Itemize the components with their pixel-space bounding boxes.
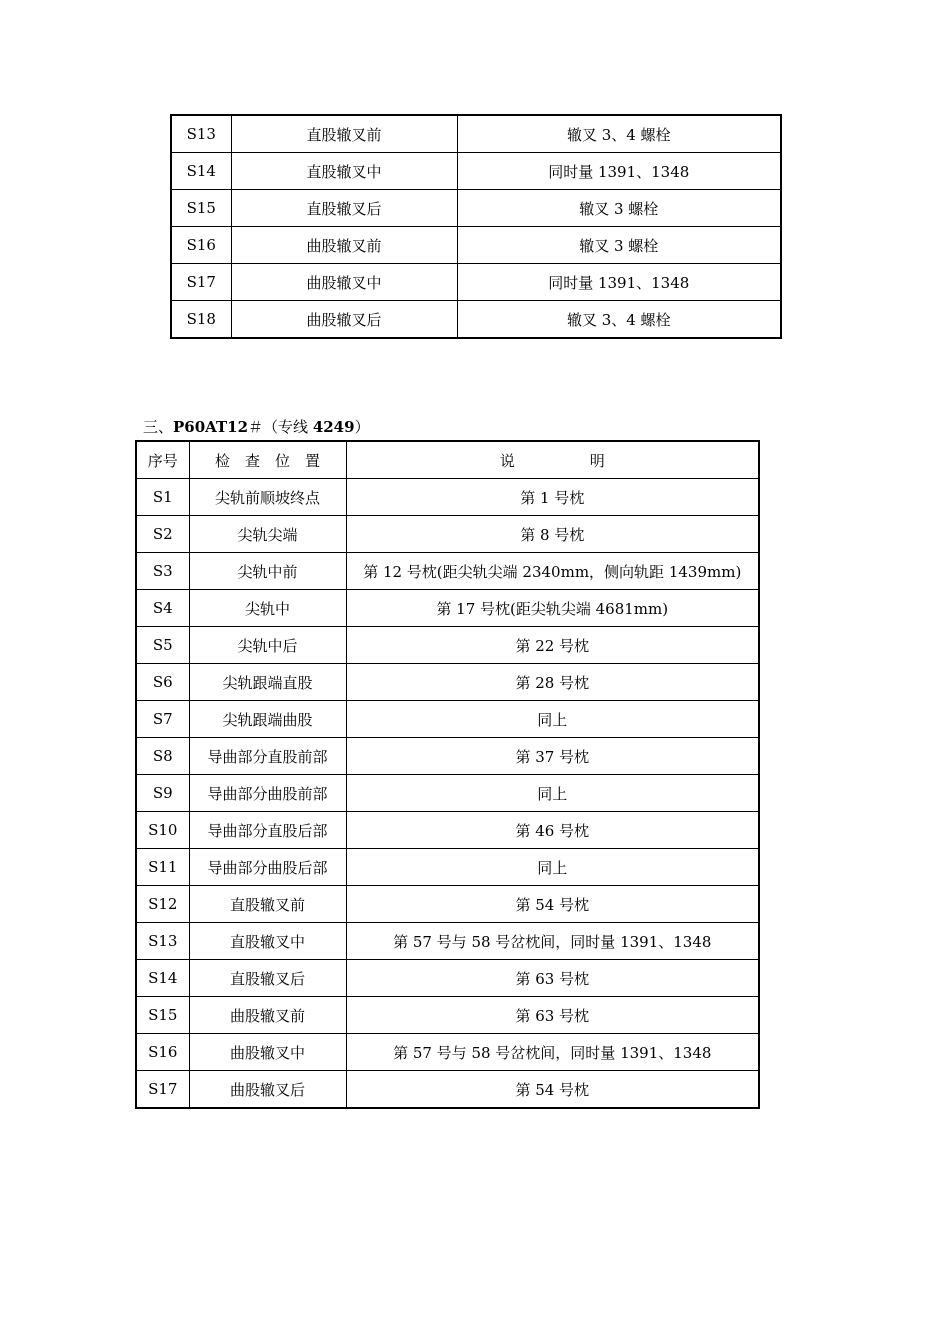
cell-location: 尖轨跟端曲股: [189, 701, 346, 738]
table-row: [171, 115, 781, 153]
table-row: [136, 923, 759, 960]
cell-location: 导曲部分直股前部: [189, 738, 346, 775]
cell-location: 曲股辙叉后: [231, 301, 457, 339]
cell-id: S14: [171, 153, 231, 190]
inspection-table: [135, 440, 760, 1109]
cell-note: 同上: [346, 849, 759, 886]
cell-note: 第 46 号枕: [346, 812, 759, 849]
cell-id: S1: [136, 479, 189, 516]
cell-note: 第 28 号枕: [346, 664, 759, 701]
cell-note: 同时量 1391、1348: [457, 153, 781, 190]
table-row: [136, 553, 759, 590]
cell-note: 第 57 号与 58 号岔枕间，同时量 1391、1348: [346, 923, 759, 960]
table-row: [136, 812, 759, 849]
table-row: [136, 590, 759, 627]
table-row: [136, 849, 759, 886]
cell-id: S2: [136, 516, 189, 553]
cell-note: 同时量 1391、1348: [457, 264, 781, 301]
table-row: [136, 1034, 759, 1071]
cell-location: 尖轨中前: [189, 553, 346, 590]
cell-note: 第 12 号枕(距尖轨尖端 2340mm，侧向轨距 1439mm): [346, 553, 759, 590]
table-row: [136, 479, 759, 516]
table-row: [136, 997, 759, 1034]
table-row: [136, 627, 759, 664]
table-row: [136, 516, 759, 553]
inspection-table-continued: [170, 114, 782, 339]
cell-note: 第 17 号枕(距尖轨尖端 4681mm): [346, 590, 759, 627]
cell-location: 曲股辙叉中: [231, 264, 457, 301]
cell-id: S10: [136, 812, 189, 849]
header-note: 说 明: [346, 441, 759, 479]
cell-id: S17: [171, 264, 231, 301]
cell-location: 直股辙叉后: [189, 960, 346, 997]
section-hash: ＃（专线: [248, 418, 313, 436]
cell-location: 导曲部分曲股前部: [189, 775, 346, 812]
cell-location: 尖轨跟端直股: [189, 664, 346, 701]
cell-id: S6: [136, 664, 189, 701]
cell-note: 第 54 号枕: [346, 1071, 759, 1109]
cell-note: 第 54 号枕: [346, 886, 759, 923]
table-body: [171, 115, 781, 338]
table-row: [171, 264, 781, 301]
cell-location: 直股辙叉中: [189, 923, 346, 960]
cell-location: 直股辙叉后: [231, 190, 457, 227]
cell-id: S8: [136, 738, 189, 775]
cell-note: 第 63 号枕: [346, 997, 759, 1034]
cell-id: S14: [136, 960, 189, 997]
cell-location: 导曲部分直股后部: [189, 812, 346, 849]
table-row: [136, 664, 759, 701]
cell-location: 尖轨中后: [189, 627, 346, 664]
cell-note: 第 63 号枕: [346, 960, 759, 997]
cell-location: 直股辙叉前: [231, 115, 457, 153]
cell-note: 辙叉 3、4 螺栓: [457, 301, 781, 339]
cell-id: S5: [136, 627, 189, 664]
cell-id: S12: [136, 886, 189, 923]
cell-location: 尖轨中: [189, 590, 346, 627]
cell-location: 曲股辙叉前: [231, 227, 457, 264]
cell-note: 第 22 号枕: [346, 627, 759, 664]
section-line-number: 4249: [312, 418, 355, 436]
cell-note: 同上: [346, 775, 759, 812]
cell-id: S16: [136, 1034, 189, 1071]
cell-note: 辙叉 3、4 螺栓: [457, 115, 781, 153]
section-prefix: 三、: [143, 418, 174, 436]
cell-location: 尖轨尖端: [189, 516, 346, 553]
table-row: [171, 227, 781, 264]
cell-note: 辙叉 3 螺栓: [457, 227, 781, 264]
cell-note: 第 57 号与 58 号岔枕间，同时量 1391、1348: [346, 1034, 759, 1071]
section-suffix: ）: [354, 418, 370, 436]
cell-note: 第 37 号枕: [346, 738, 759, 775]
cell-id: S4: [136, 590, 189, 627]
header-id: 序号: [136, 441, 189, 479]
table-body: [136, 479, 759, 1109]
table-row: [136, 701, 759, 738]
table-row: [136, 886, 759, 923]
table-row: [136, 960, 759, 997]
table-row: [136, 1071, 759, 1109]
cell-location: 曲股辙叉后: [189, 1071, 346, 1109]
cell-id: S15: [136, 997, 189, 1034]
cell-location: 导曲部分曲股后部: [189, 849, 346, 886]
cell-id: S3: [136, 553, 189, 590]
cell-id: S18: [171, 301, 231, 339]
cell-location: 直股辙叉中: [231, 153, 457, 190]
cell-note: 辙叉 3 螺栓: [457, 190, 781, 227]
cell-note: 同上: [346, 701, 759, 738]
header-location: 检 查 位 置: [189, 441, 346, 479]
cell-id: S9: [136, 775, 189, 812]
cell-location: 直股辙叉前: [189, 886, 346, 923]
section-title: [143, 417, 370, 437]
cell-location: 尖轨前顺坡终点: [189, 479, 346, 516]
cell-location: 曲股辙叉中: [189, 1034, 346, 1071]
cell-id: S15: [171, 190, 231, 227]
table-row: [171, 301, 781, 339]
cell-location: 曲股辙叉前: [189, 997, 346, 1034]
cell-id: S17: [136, 1071, 189, 1109]
table-row: [171, 190, 781, 227]
table-row: [171, 153, 781, 190]
section-code: P60AT12: [173, 418, 249, 436]
cell-id: S13: [171, 115, 231, 153]
cell-note: 第 8 号枕: [346, 516, 759, 553]
cell-note: 第 1 号枕: [346, 479, 759, 516]
cell-id: S11: [136, 849, 189, 886]
table-header-row: [136, 441, 759, 479]
cell-id: S13: [136, 923, 189, 960]
cell-id: S16: [171, 227, 231, 264]
table-row: [136, 738, 759, 775]
cell-id: S7: [136, 701, 189, 738]
table-row: [136, 775, 759, 812]
